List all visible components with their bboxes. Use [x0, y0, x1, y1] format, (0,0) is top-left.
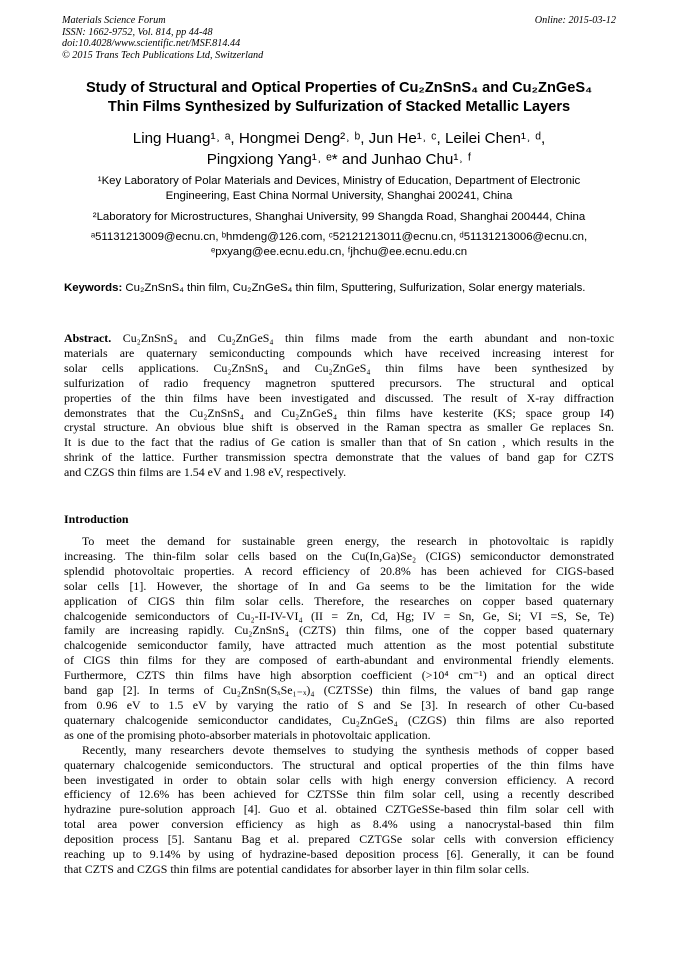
intro-line: efficiency of 12.6% has been achieved for CZTSSe thin film solar cell, using a recently described	[64, 787, 614, 802]
intro-line: as one of the promising photo-absorber materials in photovoltaic application.	[64, 727, 431, 742]
paper-title	[40, 79, 638, 116]
issn-line: ISSN: 1662-9752, Vol. 814, pp 44-48	[62, 26, 213, 38]
abstract-line	[64, 331, 614, 346]
affiliation-1-line-2: Engineering, East China Normal University, Shanghai 200241, China	[165, 190, 513, 202]
abstract-line-text: Cu₂ZnSnS₄ and Cu₂ZnGeS₄ thin films made from the earth abundant and non-toxic	[111, 331, 614, 345]
introduction-body	[64, 534, 614, 877]
author-emails	[40, 230, 638, 260]
affiliation-1	[40, 174, 638, 204]
intro-line: chalcogenide semiconductor family, have attracted much attention as the most potential substitute	[64, 638, 614, 653]
intro-line: increasing. The thin-film solar cells based on the Cu(In,Ga)Se₂ (CIGS) semiconductor demonstrated	[64, 548, 614, 563]
intro-line: To meet the demand for sustainable green energy, the research in photovoltaic is rapidly	[82, 534, 614, 548]
doi-line: doi:10.4028/www.scientific.net/MSF.814.44	[62, 38, 241, 50]
keywords-label: Keywords:	[64, 282, 123, 294]
intro-line: been investigated in order to obtain solar cells with high energy conversion efficiency. A record	[64, 772, 614, 787]
title-line-1: Study of Structural and Optical Properties of Cu₂ZnSnS₄ and Cu₂ZnGeS₄	[85, 80, 593, 96]
author-list	[40, 128, 638, 170]
title-line-2: Thin Films Synthesized by Sulfurization of Stacked Metallic Layers	[107, 98, 571, 115]
abstract-line: solar cells applications. Cu₂ZnSnS₄ and Cu₂ZnGeS₄ thin films have been synthesized by	[64, 360, 614, 375]
abstract-line: and CZGS thin films are 1.54 eV and 1.98 eV, respectively.	[64, 465, 347, 480]
intro-line: splendid photovoltaic properties. A record efficiency of 20.8% has been achieved for CIGS-based	[64, 563, 614, 578]
abstract-line: materials are quaternary semiconducting compounds which have received increasing interest for	[64, 345, 614, 360]
abstract-line: properties of the thin films have been investigated and discussed. The result of X-ray diffraction	[64, 390, 614, 405]
intro-line: reaching up to 9.14% by using of hydrazine-based deposition process [6]. Generally, it can be found	[64, 847, 614, 862]
intro-line: Recently, many researchers devote themselves to studying the synthesis methods of copper based	[82, 742, 614, 757]
online-date: Online: 2015-03-12	[534, 15, 616, 26]
abstract-line: crystal structure. An obvious blue shift is observed in the Raman spectra as smaller Ge replaces Sn.	[64, 420, 614, 435]
copyright-line: © 2015 Trans Tech Publications Ltd, Switzerland	[62, 49, 264, 61]
authors-line-2: Pingxiong Yang¹˒ ᵉ* and Junhao Chu¹˒ ᶠ	[206, 151, 472, 168]
intro-line: of CIGS thin films for they are composed of earth-abundant and environmental friendly elements.	[64, 653, 614, 668]
intro-line: chalcogenide semiconductors of Cu₂-II-IV-VI₄ (II = Zn, Cd, Hg; IV = Sn, Ge, Si; VI =S, Se, Te)	[64, 608, 614, 623]
intro-line: quaternary chalcogenide semiconductors. The structural and optical properties of the thin films have	[64, 757, 614, 772]
emails-line-2: ᵉpxyang@ee.ecnu.edu.cn, ᶠjhchu@ee.ecnu.edu.cn	[210, 246, 468, 258]
abstract-line: demonstrates that the Cu₂ZnSnS₄ and Cu₂ZnGeS₄ thin films have kesterite (KS; space group I4̄)	[64, 405, 614, 420]
abstract-line: It is due to the fact that the radius of Ge cation is smaller than that of Sn cation , which results in the	[64, 435, 614, 450]
affiliation-2-line: ²Laboratory for Microstructures, Shanghai University, 99 Shangda Road, Shanghai 200444, China	[92, 211, 586, 223]
intro-line: quaternary chalcogenide semiconductor candidates, Cu₂ZnGeS₄ (CZGS) thin films are also reported	[64, 712, 614, 727]
abstract-block	[64, 331, 614, 480]
intro-line: deposition process [5]. Santanu Bag et al. prepared CZTGSe solar cells with conversion efficiency	[64, 832, 614, 847]
intro-line: solar cells [1]. However, the shortage of In and Ga seems to be the limitation for the wide	[64, 578, 614, 593]
affiliation-1-line-1: ¹Key Laboratory of Polar Materials and Devices, Ministry of Education, Department of Electronic	[97, 175, 581, 187]
intro-line: total area power conversion efficiency as high as 8.4% using a nanocrystal-based thin film	[64, 817, 614, 832]
introduction-heading: Introduction	[64, 512, 129, 526]
abstract-line: shrink of the lattice. Further transmission spectra demonstrate that the values of band gap for CZTS	[64, 450, 614, 465]
keywords-text: Cu₂ZnSnS₄ thin film, Cu₂ZnGeS₄ thin film, Sputtering, Sulfurization, Solar energy materials.	[125, 282, 586, 294]
intro-line: from 0.96 eV to 1.5 eV by varying the ratio of S and Se [3]. In research of other Cu-based	[64, 697, 614, 712]
intro-line: band gap [2]. In terms of Cu₂ZnSn(SₓSe₁₋ₓ)₄ (CZTSSe) thin films, the values of band gap range	[64, 683, 614, 698]
journal-header	[62, 15, 263, 61]
keywords-block	[64, 281, 614, 296]
intro-line: application of CIGS thin film solar cells. Therefore, the researches on copper based quaternary	[64, 593, 614, 608]
authors-line-1: Ling Huang¹˒ ᵃ, Hongmei Deng²˒ ᵇ, Jun He¹˒ ᶜ, Leilei Chen¹˒ ᵈ,	[132, 130, 546, 147]
abstract-line: sulfurization of radio frequency magnetron sputtered precursors. The structural and optical	[64, 375, 614, 390]
journal-name: Materials Science Forum	[62, 15, 166, 26]
abstract-label: Abstract.	[64, 331, 112, 345]
intro-line: hydrazine pure-solution approach [4]. Guo et al. obtained CZTGeSSe-based thin film solar cell with	[64, 802, 614, 817]
intro-line: family are increasing rapidly. Cu₂ZnSnS₄ (CZTS) thin films, one of the copper based quaternary	[64, 623, 614, 638]
emails-line-1: ᵃ51131213009@ecnu.cn, ᵇhmdeng@126.com, ᶜ52121213011@ecnu.cn, ᵈ51131213006@ecnu.cn,	[90, 231, 588, 243]
intro-line: Furthermore, CZTS thin films have high absorption coefficient (>10⁴ cm⁻¹) and an optical direct	[64, 668, 614, 683]
intro-line: that CZTS and CZGS thin films are potential candidates for absorber layer in thin film solar cells.	[64, 861, 530, 876]
affiliation-2	[40, 210, 638, 225]
